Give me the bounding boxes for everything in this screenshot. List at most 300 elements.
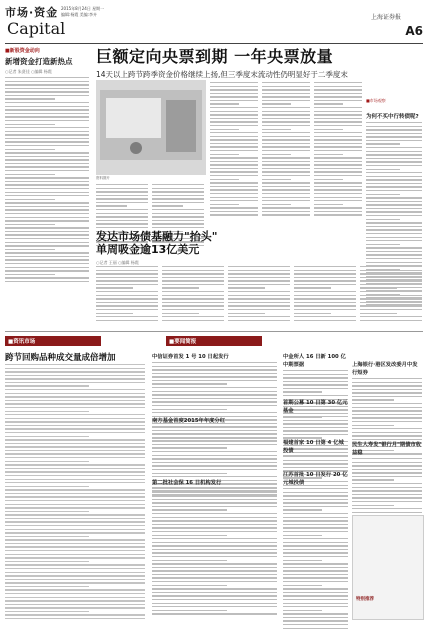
text-line [5,582,145,583]
second-text-col [162,266,224,323]
text-line [152,531,277,532]
text-line [5,539,145,540]
text-line [262,96,310,97]
text-line [262,150,310,151]
text-line [366,186,422,187]
text-line [283,427,348,428]
text-line [262,182,310,183]
text-line [152,506,277,507]
text-line [152,184,204,185]
text-line [228,280,290,281]
text-line [5,589,145,590]
text-line [314,100,362,101]
main-headline: 巨额定向央票到期 一年央票放量 [96,47,334,66]
text-line [5,227,89,228]
text-line [5,518,145,519]
text-line [96,266,158,267]
text-line [5,579,145,580]
text-line [283,420,348,421]
text-line [314,132,362,133]
text-line [210,146,258,147]
text-line [152,391,277,392]
text-line [262,114,310,115]
text-line [5,403,145,404]
text-line [5,192,89,193]
main-photo-caption: 资料图片 [96,176,110,180]
text-line [152,426,277,427]
text-line [162,302,224,303]
text-line [210,136,258,137]
text-line [366,126,422,127]
text-line [152,398,277,399]
text-line [360,313,397,314]
text-line [283,628,348,629]
text-line [228,270,290,271]
text-line [5,382,145,383]
text-line [5,375,145,376]
text-line [352,410,422,411]
text-line [366,154,422,155]
text-line [283,556,348,557]
text-line [5,281,89,282]
text-line [314,139,362,140]
text-line [5,138,89,139]
text-line [283,624,348,625]
text-line [96,205,127,206]
text-line [5,614,145,615]
text-line [262,164,310,165]
text-line [314,204,343,205]
text-line [366,258,422,259]
text-line [152,394,277,395]
text-line [283,606,348,607]
text-line [366,161,422,162]
lower-left-headline: 跨节回购品种成交量成倍增加 [5,353,116,363]
text-line [210,200,258,201]
news-brief-title: 上海银行·港区发改委月中发行短券 [352,362,418,376]
text-line [283,613,348,614]
text-line [314,93,362,94]
text-line [314,114,362,115]
news-brief-title: 江苏首批 10 日发行 20 亿元城投债 [283,472,348,486]
text-line [210,93,258,94]
text-line [5,421,145,422]
text-line [152,380,277,381]
text-line [152,373,277,374]
text-line [283,430,348,431]
text-line [5,564,145,565]
text-line [5,593,145,594]
section-english-label: Capital [7,19,66,38]
text-line [152,577,277,578]
text-line [366,226,422,227]
text-line [283,527,348,528]
text-line [5,521,145,522]
text-line [314,171,362,172]
text-line [152,499,277,500]
text-line [5,532,145,533]
text-line [360,277,422,278]
text-line [314,207,362,208]
text-line [366,165,422,166]
text-line [283,456,348,457]
text-line [262,197,310,198]
text-line [152,465,277,466]
text-line [152,401,277,402]
text-line [5,486,89,487]
text-line [210,96,258,97]
text-line [352,432,422,433]
text-line [262,125,310,126]
text-line [294,302,356,303]
text-line [210,171,258,172]
second-text-col [96,266,158,323]
text-line [162,287,199,288]
text-line [314,186,362,187]
text-line [5,586,89,587]
text-line [152,383,227,384]
news-brief-title: 首期公募 10 日第 30 亿元基金 [283,400,348,414]
text-line [294,287,331,288]
text-line [262,214,310,215]
text-line [5,102,89,103]
text-line [283,374,348,375]
text-line [5,88,89,89]
text-line [314,150,362,151]
text-line [352,414,422,415]
text-line [366,179,422,180]
text-line [283,599,348,600]
text-line [96,227,148,228]
text-line [152,492,277,493]
text-line [152,606,277,607]
text-line [210,207,258,208]
text-line [152,444,277,445]
text-line [294,313,331,314]
text-line [5,607,145,608]
text-line [352,512,422,513]
text-line [314,214,362,215]
text-line [5,95,89,96]
text-line [5,113,89,114]
text-line [352,490,422,491]
text-line [314,164,362,165]
text-line [283,423,348,424]
text-line [366,211,422,212]
text-line [210,118,258,119]
text-line [152,513,277,514]
text-line [210,89,258,90]
text-line [314,161,362,162]
text-line [152,430,277,431]
text-line [152,205,183,206]
text-line [352,421,422,422]
text-line [5,184,89,185]
text-line [360,298,422,299]
text-line [314,200,362,201]
text-line [152,495,277,496]
text-line [360,309,422,310]
text-line [5,177,89,178]
text-line [96,184,148,185]
text-line [152,369,277,370]
text-line [96,195,148,196]
text-line [5,124,55,125]
text-line [152,387,277,388]
text-line [210,197,258,198]
text-line [352,472,422,473]
text-line [162,266,224,267]
text-line [96,298,158,299]
text-line [314,121,362,122]
text-line [5,245,89,246]
text-line [5,396,145,397]
text-line [262,207,310,208]
text-line [152,574,277,575]
text-line [283,460,348,461]
text-line [352,428,422,429]
text-line [96,223,148,224]
text-line [96,313,133,314]
text-line [262,118,310,119]
text-line [210,154,239,155]
text-line [5,174,55,175]
text-line [352,396,422,397]
text-line [294,273,356,274]
second-article-body [96,266,422,323]
text-line [294,280,356,281]
text-line [152,440,277,441]
text-line [5,464,145,465]
text-line [152,588,277,589]
text-line [152,409,227,410]
text-line [366,204,422,205]
text-line [5,209,89,210]
text-line [5,489,145,490]
text-line [283,502,348,503]
text-line [5,170,89,171]
text-line [152,437,277,438]
text-line [5,259,89,260]
text-line [162,309,224,310]
text-line [228,284,290,285]
text-line [228,302,290,303]
text-line [366,194,400,195]
right-column-title: 为何不买中行转债呢? [366,114,419,120]
text-line [152,592,277,593]
text-line [152,552,277,553]
text-line [210,121,258,122]
text-line [294,320,356,321]
text-line [96,287,133,288]
text-line [366,140,422,141]
text-line [366,215,422,216]
news-brief [352,440,422,522]
text-line [262,121,310,122]
text-line [360,266,422,267]
left-column-body [5,77,89,285]
text-line [366,129,422,130]
text-line [262,146,310,147]
text-line [262,154,291,155]
text-line [152,488,277,489]
text-line [262,175,310,176]
text-line [152,455,277,456]
text-line [210,182,258,183]
text-line [366,176,422,177]
text-line [352,501,422,502]
text-line [314,189,362,190]
text-line [262,193,310,194]
news-brief-title: 福建首家 10 日第 4 亿城投债 [283,440,344,454]
text-line [152,473,227,474]
text-line [352,465,422,466]
news-brief-body [152,488,277,617]
text-line [314,168,362,169]
text-line [210,132,258,133]
text-line [283,495,348,496]
text-line [283,545,348,546]
text-line [283,388,348,389]
lower-section-banner-mid: ■要闻简报 [166,336,262,346]
text-line [366,136,422,137]
second-headline [96,230,396,256]
text-line [283,517,348,518]
text-line [152,520,277,521]
text-line [262,179,291,180]
text-line [283,552,348,553]
text-line [262,136,310,137]
text-line [210,107,258,108]
text-line [152,538,277,539]
text-line [352,378,422,379]
text-line [210,114,258,115]
text-line [352,382,422,383]
text-line [5,618,145,619]
text-line [5,371,145,372]
text-line [152,209,204,210]
text-line [210,111,258,112]
text-line [314,111,362,112]
text-line [5,482,145,483]
text-line [5,127,89,128]
text-line [360,273,422,274]
text-line [283,563,348,564]
text-line [152,458,277,459]
text-line [5,195,89,196]
text-line [5,98,55,99]
text-line [352,462,422,463]
section-label: 市场·资金 [5,6,59,19]
text-line [152,405,277,406]
text-line [152,502,277,503]
text-line [5,91,89,92]
text-line [360,305,422,306]
text-line [5,149,55,150]
text-line [262,171,310,172]
text-line [5,611,89,612]
text-line [283,567,348,568]
text-line [5,385,89,386]
text-line [210,186,258,187]
text-line [162,316,224,317]
text-line [210,179,239,180]
text-line [283,577,348,578]
masthead-rule [5,43,423,44]
text-line [283,585,322,586]
text-line [352,392,422,393]
text-line [152,213,204,214]
text-line [152,469,277,470]
text-line [96,270,158,271]
text-line [5,120,89,121]
text-line [5,400,145,401]
text-line [314,118,362,119]
text-line [5,202,89,203]
text-line [96,188,148,189]
text-line [5,220,89,221]
text-line [5,461,89,462]
text-line [352,487,422,488]
text-line [5,389,145,390]
text-line [352,508,422,509]
text-line [96,209,148,210]
text-line [262,93,310,94]
text-line [352,458,422,459]
text-line [5,364,145,365]
text-line [360,270,422,271]
text-line [283,467,348,468]
text-line [283,370,348,371]
text-line [352,425,394,426]
text-line [152,549,277,550]
text-line [5,600,145,601]
text-line [5,152,89,153]
text-line [314,136,362,137]
text-line [314,143,362,144]
text-line [228,291,290,292]
text-line [5,263,89,264]
text-line [294,305,356,306]
text-line [228,313,265,314]
text-line [162,313,199,314]
masthead [5,4,423,44]
text-line [366,143,400,144]
second-text-col [360,266,422,323]
text-line [5,604,145,605]
text-line [152,524,277,525]
text-line [5,575,145,576]
text-line [5,217,89,218]
text-line [314,211,362,212]
text-line [162,320,224,321]
second-headline-line1: 发达市场债基融力"抬头" [96,230,218,243]
text-line [314,146,362,147]
text-line [96,309,158,310]
text-line [283,434,348,435]
text-line [210,168,258,169]
text-line [5,181,89,182]
text-line [314,157,362,158]
text-line [152,527,277,528]
text-line [314,89,362,90]
text-line [314,197,362,198]
text-line [5,475,145,476]
text-line [152,509,227,510]
text-line [5,249,55,250]
text-line [366,158,422,159]
text-line [5,493,145,494]
